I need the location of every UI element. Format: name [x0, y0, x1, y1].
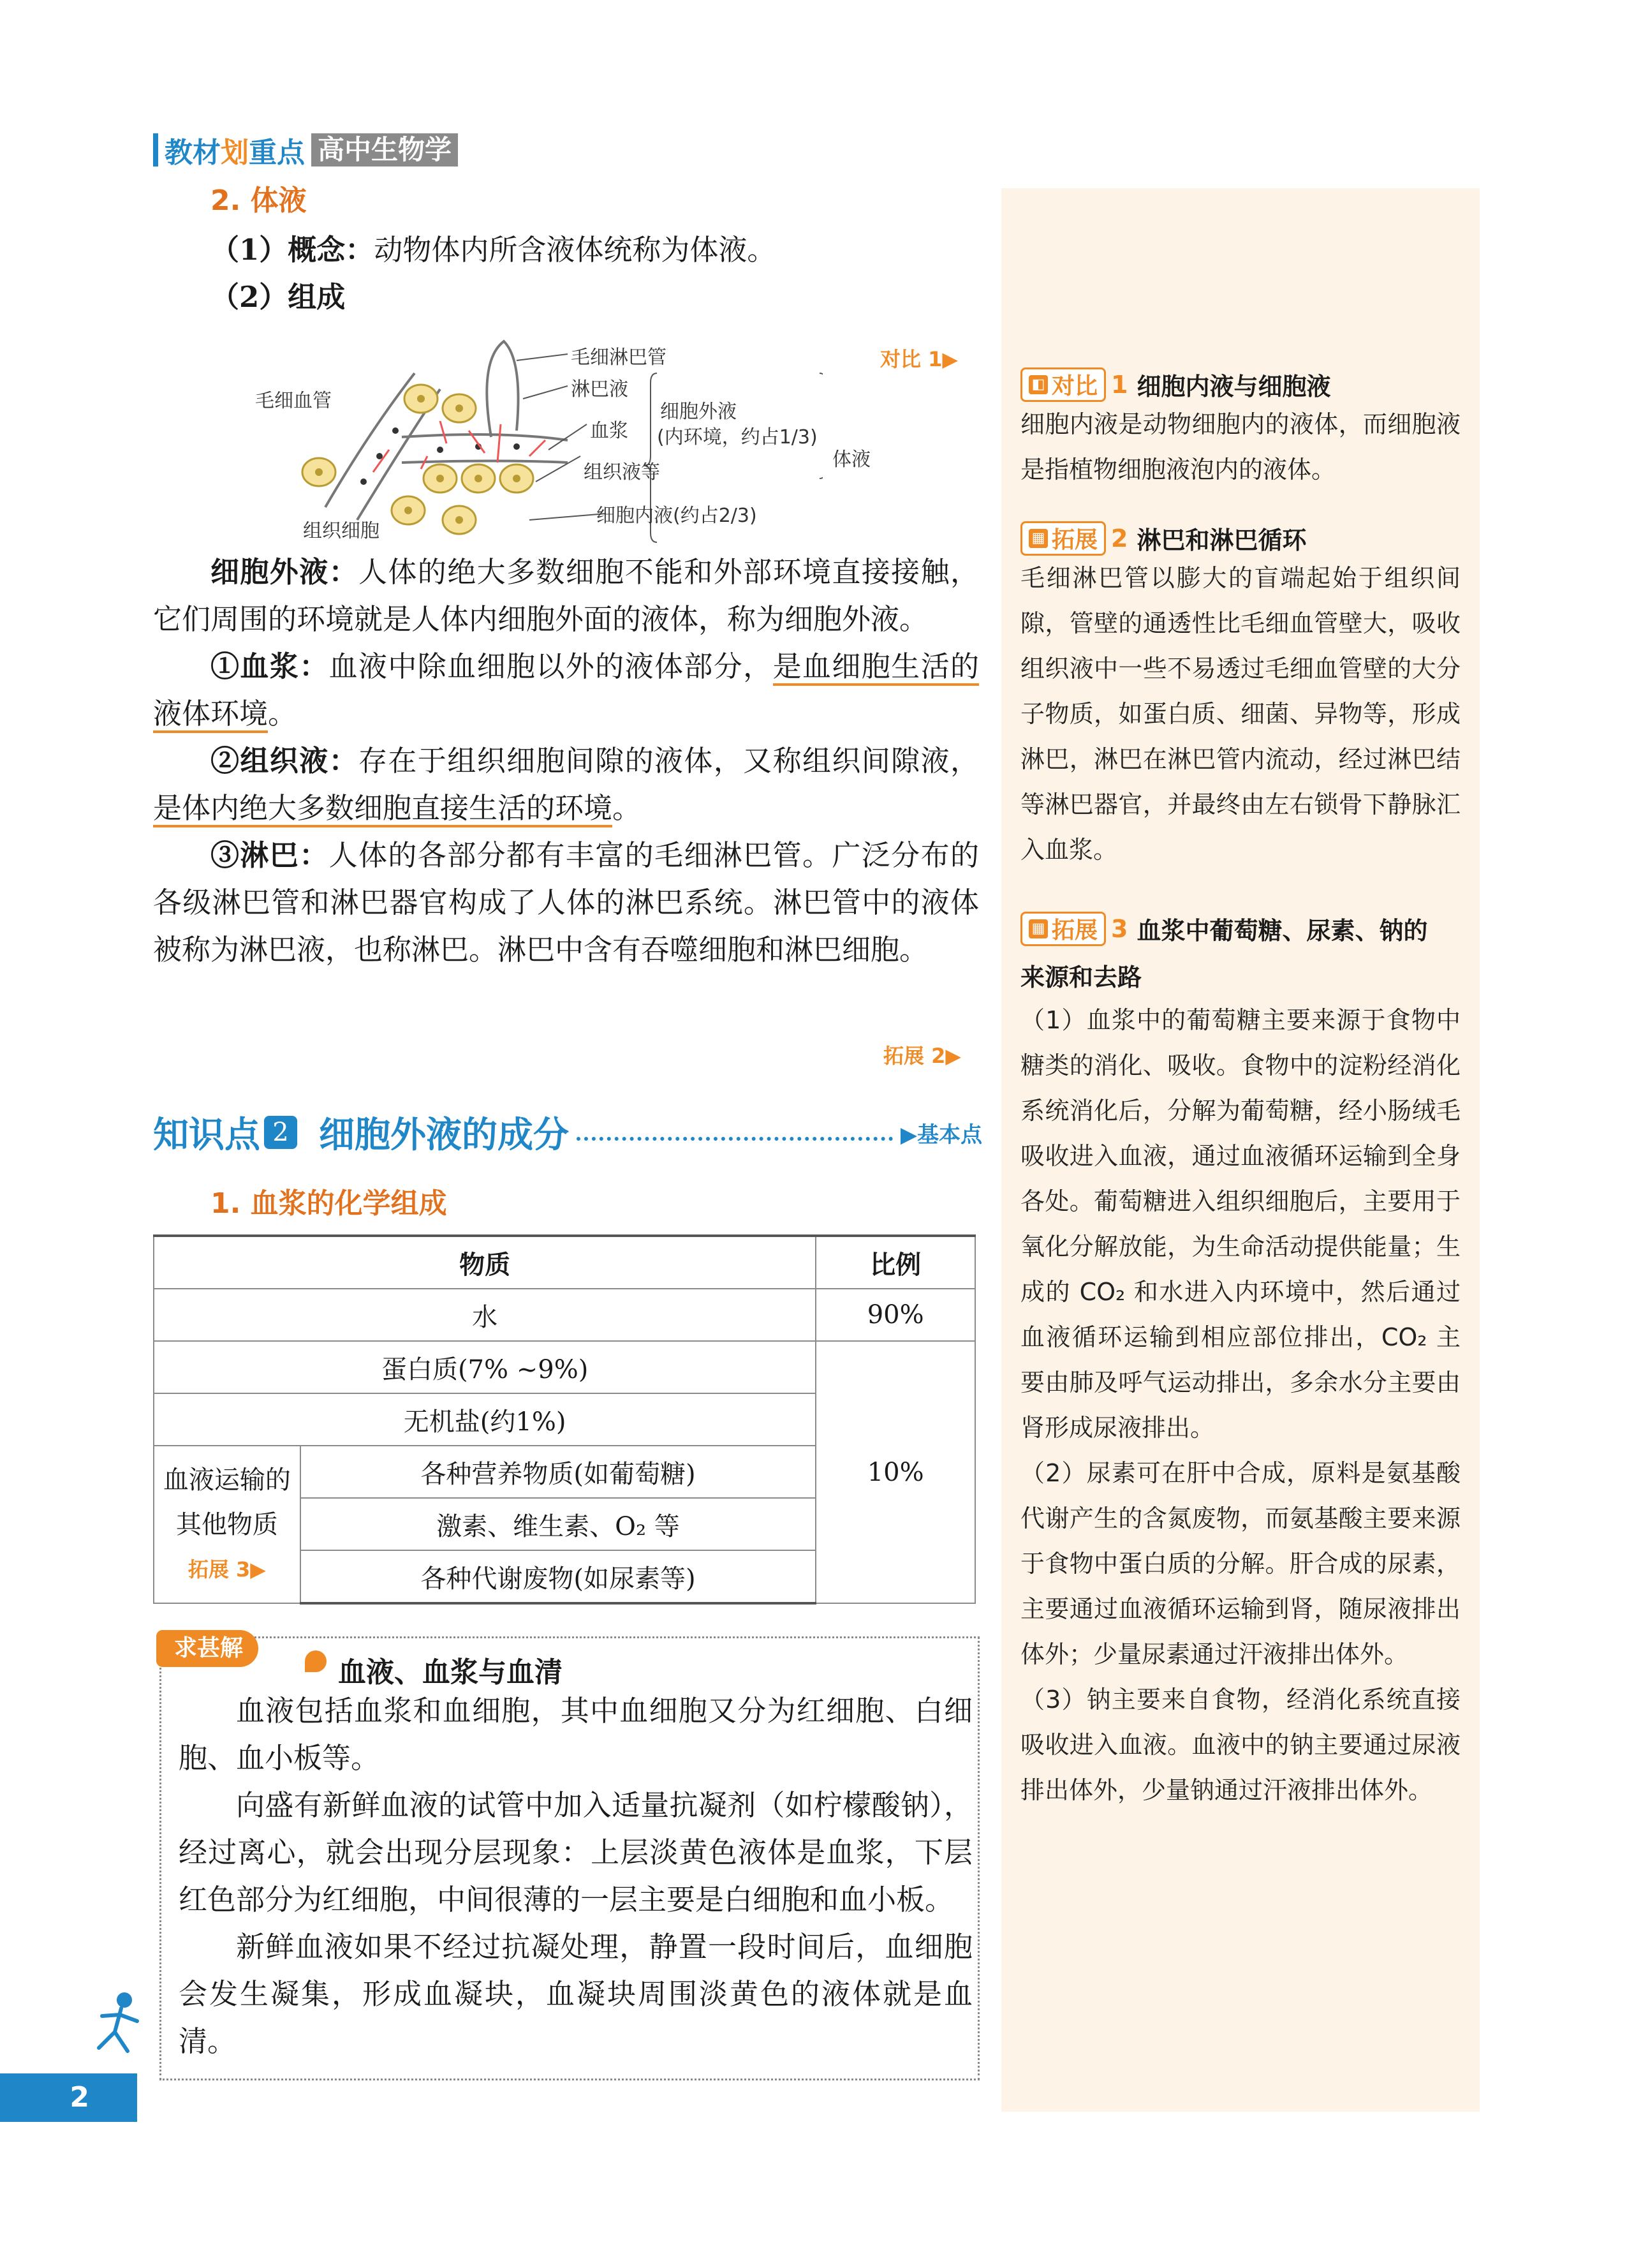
- table-cell: 无机盐(约1%): [154, 1393, 816, 1446]
- expand-icon: ▦: [1029, 919, 1048, 938]
- label-body-fluid: 体液: [832, 448, 871, 471]
- main-column: [153, 179, 979, 321]
- compare-badge: ◧ 对比: [1020, 367, 1106, 402]
- composition-line: （2）组成: [210, 280, 346, 314]
- label-lymph-fluid: 淋巴液: [571, 378, 628, 401]
- plasma-composition-table: [153, 1234, 976, 1605]
- kp-dotted-leader: [577, 1124, 893, 1141]
- table-row: [154, 1289, 975, 1341]
- expand-tag-3[interactable]: 拓展 3▶: [188, 1557, 266, 1582]
- sidebar-block-3-header: ▦ 拓展 3 血浆中葡萄糖、尿素、钠的: [1020, 911, 1461, 946]
- table-cell: 激素、维生素、O₂ 等: [300, 1498, 816, 1550]
- table-header-row: [154, 1236, 975, 1289]
- subject-label: 高中生物学: [311, 133, 458, 167]
- table-header-cell: 比例: [816, 1236, 975, 1289]
- kp-number: 2: [264, 1116, 297, 1149]
- label-tissue-cell: 组织细胞: [303, 520, 379, 542]
- explain-box-body: [179, 1687, 973, 2065]
- label-extracellular: 细胞外液: [660, 401, 737, 423]
- table-row: [154, 1341, 975, 1393]
- table-cell: 各种代谢废物(如尿素等): [300, 1550, 816, 1603]
- explain-paragraph: 新鲜血液如果不经过抗凝处理，静置一段时间后，血细胞会发生凝集，形成血凝块，血凝块周围淡黄色的液体就是血清。: [179, 1930, 973, 2058]
- book-brand: 教材划重点: [165, 137, 305, 169]
- explain-paragraph: 向盛有新鲜血液的试管中加入适量抗凝剂（如柠檬酸钠），经过离心，就会出现分层现象：上层淡黄色液体是血浆，下层红色部分为红细胞，中间很薄的一层主要是白细胞和血小板。: [179, 1788, 973, 1916]
- table-cell: 蛋白质(7% ~9%): [154, 1341, 816, 1393]
- table-cell: 水: [154, 1289, 816, 1341]
- kp-subtitle: 细胞外液的成分: [319, 1115, 569, 1156]
- explain-box-tab: 求甚解: [156, 1630, 258, 1667]
- section-heading: 2. 体液: [210, 184, 307, 217]
- page-header: [153, 131, 458, 169]
- sidebar-block-1-header: ◧ 对比 1 细胞内液与细胞液: [1020, 367, 1461, 402]
- compare-tag-1[interactable]: 对比 1▶: [880, 347, 959, 371]
- sidebar-block-2-header: ▦ 拓展 2 淋巴和淋巴循环: [1020, 521, 1461, 556]
- expand-badge: ▦ 拓展: [1020, 521, 1106, 556]
- plasma-composition-heading: 1. 血浆的化学组成: [210, 1187, 447, 1220]
- kp-tag: ▶基本点: [900, 1122, 982, 1148]
- leaf-icon: [305, 1650, 327, 1672]
- expand-icon: ▦: [1029, 529, 1048, 548]
- kp-title: 知识点: [153, 1115, 260, 1156]
- ecf-section: [153, 549, 979, 974]
- runner-icon: [89, 1990, 147, 2067]
- table-cell: 90%: [816, 1289, 975, 1341]
- expand-tag-2[interactable]: 拓展 2▶: [883, 1044, 962, 1068]
- lymph-paragraph: ③淋巴：人体的各部分都有丰富的毛细淋巴管。广泛分布的各级淋巴管和淋巴器官构成了人体的淋巴系统。淋巴管中的液体被称为淋巴液，也称淋巴。淋巴中含有吞噬细胞和淋巴细胞。: [153, 838, 979, 967]
- plasma-paragraph: ①血浆：血液中除血细胞以外的液体部分，是血细胞生活的液体环境。: [153, 643, 979, 737]
- label-capillary: 毛细血管: [255, 390, 332, 412]
- label-plasma: 血浆: [590, 420, 628, 442]
- expand-badge: ▦ 拓展: [1020, 912, 1106, 946]
- header-accent-bar: [153, 133, 158, 167]
- sidebar-block-3-header-cont: 来源和去路: [1020, 963, 1142, 991]
- tissue-fluid-paragraph: ②组织液：存在于组织细胞间隙的液体，又称组织间隙液，是体内绝大多数细胞直接生活的环境。: [153, 737, 979, 832]
- table-cell: 10%: [816, 1341, 975, 1603]
- concept-line: （1）概念：动物体内所含液体统称为体液。: [210, 233, 776, 267]
- compare-icon: ◧: [1029, 375, 1048, 394]
- sidebar-block-1-text: 细胞内液是动物细胞内的液体，而细胞液是指植物细胞液泡内的液体。: [1020, 410, 1461, 484]
- label-tissue-fluid: 组织液等: [584, 461, 660, 484]
- explain-paragraph: 血液包括血浆和血细胞，其中血细胞又分为红细胞、白细胞、血小板等。: [179, 1694, 973, 1775]
- table-cell: 各种营养物质(如葡萄糖): [300, 1446, 816, 1498]
- label-lymph-capillary: 毛细淋巴管: [571, 346, 666, 369]
- sidebar-block-2-text: 毛细淋巴管以膨大的盲端起始于组织间隙，管壁的通透性比毛细血管壁大，吸收组织液中一些不易透过毛细血管壁的大分子物质，如蛋白质、细菌、异物等，形成淋巴，淋巴在淋巴管内流动，经过淋巴结等淋巴器官，并最终由左右锁骨下静脉汇入血浆。: [1020, 564, 1461, 864]
- table-header-cell: 物质: [154, 1236, 816, 1289]
- explain-box-title: 血液、血浆与血清: [338, 1656, 563, 1689]
- ecf-paragraph: 细胞外液：人体的绝大多数细胞不能和外部环境直接接触，它们周围的环境就是人体内细胞外面的液体，称为细胞外液。: [153, 555, 979, 636]
- table-cell-other: 血液运输的 其他物质 拓展 3▶: [154, 1446, 300, 1603]
- sidebar-content: [1020, 360, 1461, 1813]
- label-extracellular-note: (内环境，约占1/3): [657, 426, 818, 448]
- sidebar-block-3-p2: （2）尿素可在肝中合成，原料是氨基酸代谢产生的含氮废物，而氨基酸主要来源于食物中蛋白质的分解。肝合成的尿素，主要通过血液循环运输到肾，随尿液排出体外；少量尿素通过汗液排出体外。: [1020, 1459, 1461, 1668]
- knowledge-point-header: [153, 1107, 982, 1158]
- sidebar-block-3-p3: （3）钠主要来自食物，经消化系统直接吸收进入血液。血液中的钠主要通过尿液排出体外，少量钠通过汗液排出体外。: [1020, 1686, 1461, 1804]
- label-intracellular: 细胞内液(约占2/3): [596, 505, 757, 527]
- page-number: 2: [0, 2073, 137, 2122]
- sidebar-block-3-p1: （1）血浆中的葡萄糖主要来源于食物中糖类的消化、吸收。食物中的淀粉经消化系统消化后，分解为葡萄糖，经小肠绒毛吸收进入血液，通过血液循环运输到全身各处。葡萄糖进入组织细胞后，主要用于氧化分解放能，为生命活动提供能量；生成的 CO₂ 和水进入内环境中，然后通过血液循环运输到相应部位排出，CO₂ 主要由肺及呼气运动排出，多余水分主要由肾形成尿液排出。: [1020, 1006, 1461, 1442]
- body-fluid-diagram: [249, 335, 871, 545]
